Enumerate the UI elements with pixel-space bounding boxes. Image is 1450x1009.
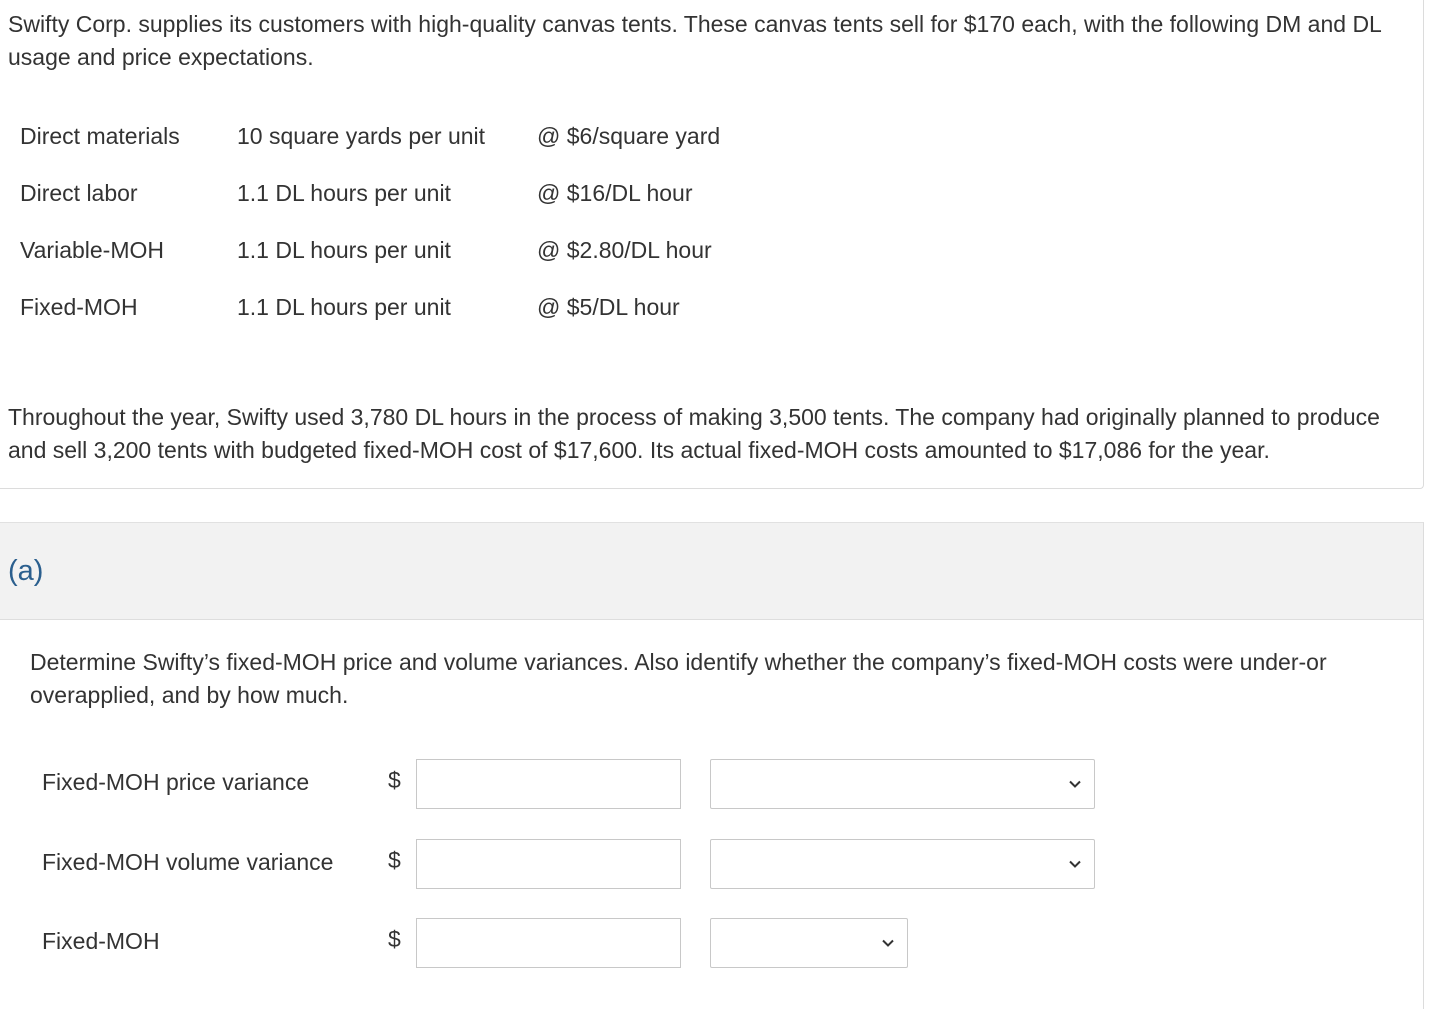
usage-item-name: Fixed-MOH (20, 294, 138, 320)
usage-item-rate: @ $5/DL hour (537, 294, 680, 320)
chevron-down-icon (1068, 857, 1082, 871)
answer-row-price-variance (0, 759, 1424, 809)
usage-item-name: Direct materials (20, 123, 180, 149)
usage-item-name: Direct labor (20, 180, 138, 206)
answer-row-volume-variance (0, 839, 1424, 889)
part-question: Determine Swifty’s fixed-MOH price and volume variances. Also identify whether the company’s fixed-MOH costs were under-or overapplied, and by how much. (30, 649, 1327, 708)
usage-item-rate: @ $16/DL hour (537, 180, 693, 206)
currency-symbol: $ (388, 926, 401, 952)
answer-row-label: Fixed-MOH (42, 928, 160, 954)
part-label: (a) (8, 555, 44, 587)
chevron-down-icon (1068, 777, 1082, 791)
usage-item-quantity: 1.1 DL hours per unit (237, 294, 451, 320)
price-variance-favorability-select[interactable] (710, 759, 1095, 809)
chevron-down-icon (881, 936, 895, 950)
usage-item-quantity: 1.1 DL hours per unit (237, 237, 451, 263)
problem-statement-card (0, 0, 1424, 489)
fixed-moh-amount-input[interactable] (416, 918, 681, 968)
part-a-section (0, 522, 1424, 1009)
usage-item-rate: @ $6/square yard (537, 123, 721, 149)
usage-item-name: Variable-MOH (20, 237, 164, 263)
part-header (0, 523, 1423, 620)
volume-variance-favorability-select[interactable] (710, 839, 1095, 889)
price-variance-amount-input[interactable] (416, 759, 681, 809)
usage-item-rate: @ $2.80/DL hour (537, 237, 712, 263)
answer-row-label: Fixed-MOH price variance (42, 769, 310, 795)
fixed-moh-applied-select[interactable] (710, 918, 908, 968)
volume-variance-amount-input[interactable] (416, 839, 681, 889)
currency-symbol: $ (388, 847, 401, 873)
currency-symbol: $ (388, 767, 401, 793)
problem-closing: Throughout the year, Swifty used 3,780 DL hours in the process of making 3,500 tents. The company had originally planned to produce and sell 3,200 tents with budgeted fixed-MOH cost of $17,600. Its actual fixed-MOH costs amounted to $17,086 for the year. (8, 404, 1380, 463)
answer-row-label: Fixed-MOH volume variance (42, 849, 334, 875)
problem-intro: Swifty Corp. supplies its customers with high-quality canvas tents. These canvas tents sell for $170 each, with the following DM and DL usage and price expectations. (8, 11, 1381, 70)
usage-item-quantity: 1.1 DL hours per unit (237, 180, 451, 206)
usage-item-quantity: 10 square yards per unit (237, 123, 486, 149)
answer-row-fixed-moh (0, 918, 1424, 968)
